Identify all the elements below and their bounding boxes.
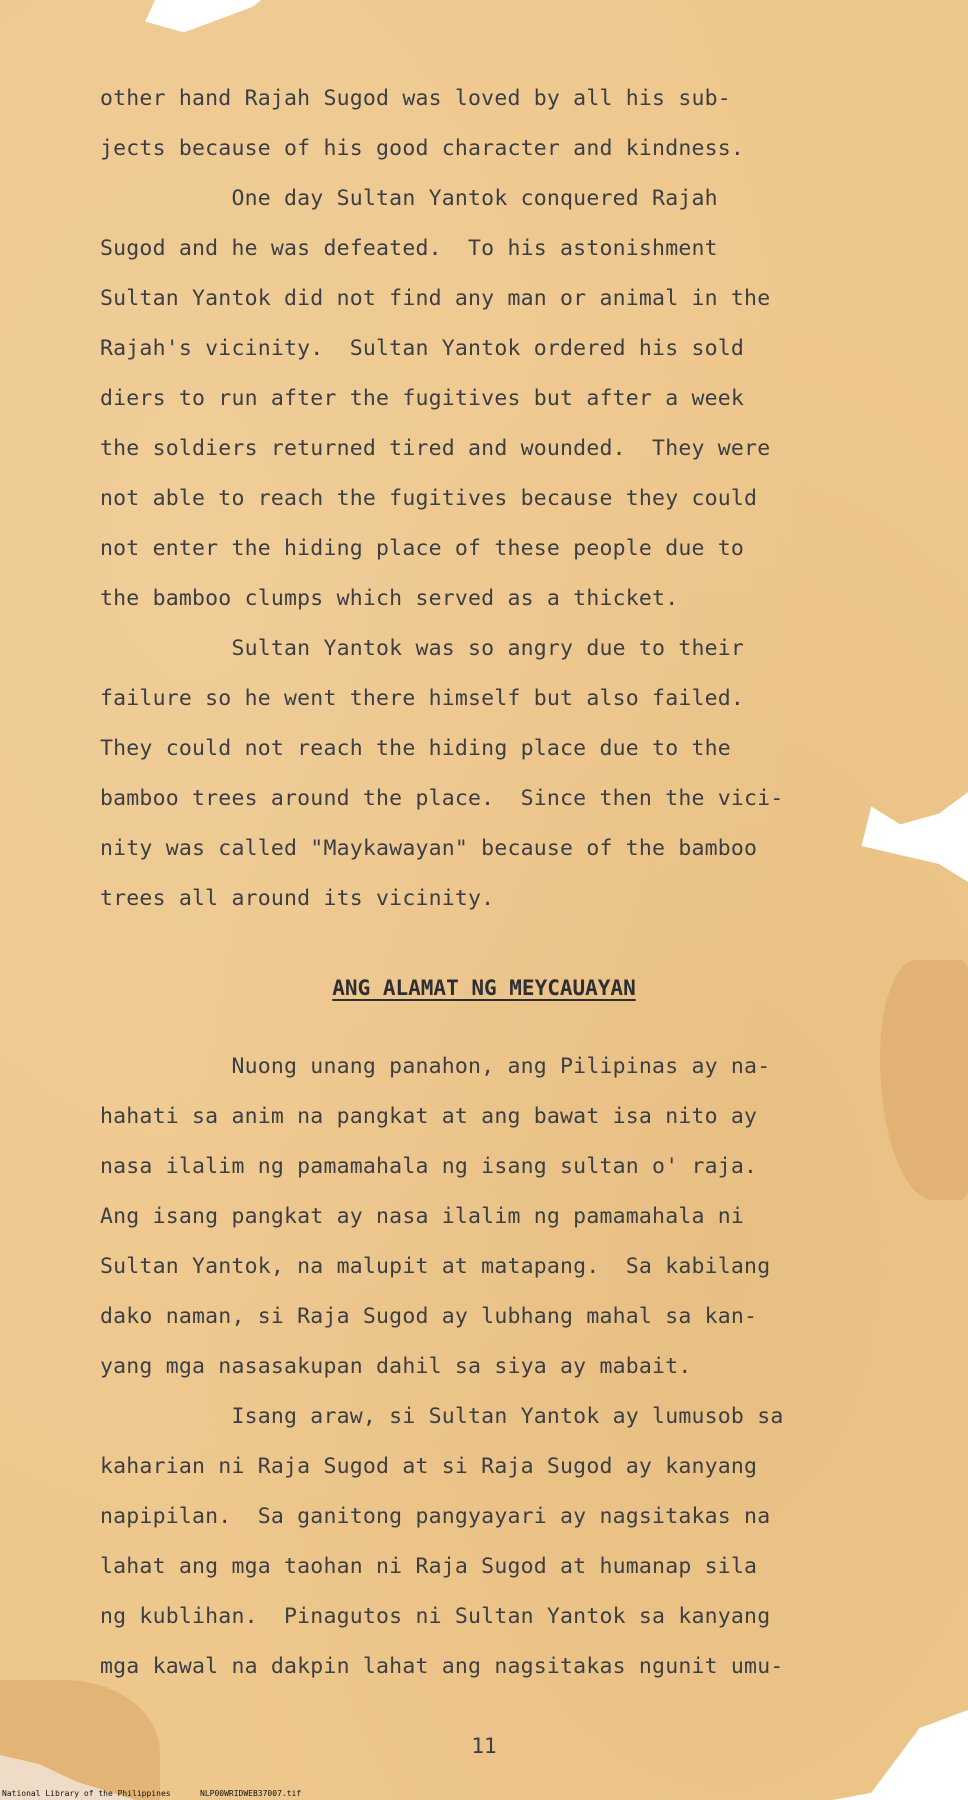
tagalog-line: hahati sa anim na pangkat at ang bawat isa nito ay [100, 1104, 758, 1129]
english-line: the soldiers returned tired and wounded. They were [100, 436, 771, 461]
tagalog-line: yang mga nasasakupan dahil sa siya ay mabait. [100, 1354, 692, 1379]
english-line: Sultan Yantok was so angry due to their [100, 636, 745, 661]
english-line: Sultan Yantok did not find any man or animal in the [100, 286, 771, 311]
english-line: failure so he went there himself but also failed. [100, 686, 745, 711]
tagalog-line: Nuong unang panahon, ang Pilipinas ay na- [100, 1054, 771, 1079]
tagalog-line: napipilan. Sa ganitong pangyayari ay nagsitakas na [100, 1504, 771, 1529]
tagalog-line: Isang araw, si Sultan Yantok ay lumusob sa [100, 1404, 784, 1429]
tagalog-line: lahat ang mga taohan ni Raja Sugod at humanap sila [100, 1554, 758, 1579]
page-number: 11 [471, 1734, 497, 1758]
section-heading: ANG ALAMAT NG MEYCAUAYAN [332, 976, 636, 1000]
english-line: not able to reach the fugitives because they could [100, 486, 758, 511]
tagalog-line: mga kawal na dakpin lahat ang nagsitakas ngunit umu- [100, 1654, 784, 1679]
tagalog-line: dako naman, si Raja Sugod ay lubhang mahal sa kan- [100, 1304, 758, 1329]
english-line: other hand Rajah Sugod was loved by all his sub- [100, 86, 731, 111]
english-line: jects because of his good character and kindness. [100, 136, 745, 161]
english-line: One day Sultan Yantok conquered Rajah [100, 186, 718, 211]
tagalog-line: nasa ilalim ng pamamahala ng isang sultan o' raja. [100, 1154, 758, 1179]
english-line: Rajah's vicinity. Sultan Yantok ordered his sold [100, 336, 745, 361]
english-line: They could not reach the hiding place due to the [100, 736, 731, 761]
tagalog-line: kaharian ni Raja Sugod at si Raja Sugod ay kanyang [100, 1454, 758, 1479]
english-line: trees all around its vicinity. [100, 886, 495, 911]
english-line: bamboo trees around the place. Since then the vici- [100, 786, 784, 811]
footer-file-name: NLP00WRIDWEB37007.tif [200, 1789, 302, 1798]
tagalog-line: ng kublihan. Pinagutos ni Sultan Yantok sa kanyang [100, 1604, 771, 1629]
english-line: nity was called "Maykawayan" because of the bamboo [100, 836, 758, 861]
english-line: Sugod and he was defeated. To his astonishment [100, 236, 718, 261]
tagalog-line: Sultan Yantok, na malupit at matapang. Sa kabilang [100, 1254, 771, 1279]
english-line: not enter the hiding place of these people due to [100, 536, 745, 561]
footer-library-label: National Library of the Philippines [2, 1789, 171, 1798]
english-line: diers to run after the fugitives but after a week [100, 386, 745, 411]
english-line: the bamboo clumps which served as a thicket. [100, 586, 679, 611]
tagalog-line: Ang isang pangkat ay nasa ilalim ng pamamahala ni [100, 1204, 745, 1229]
